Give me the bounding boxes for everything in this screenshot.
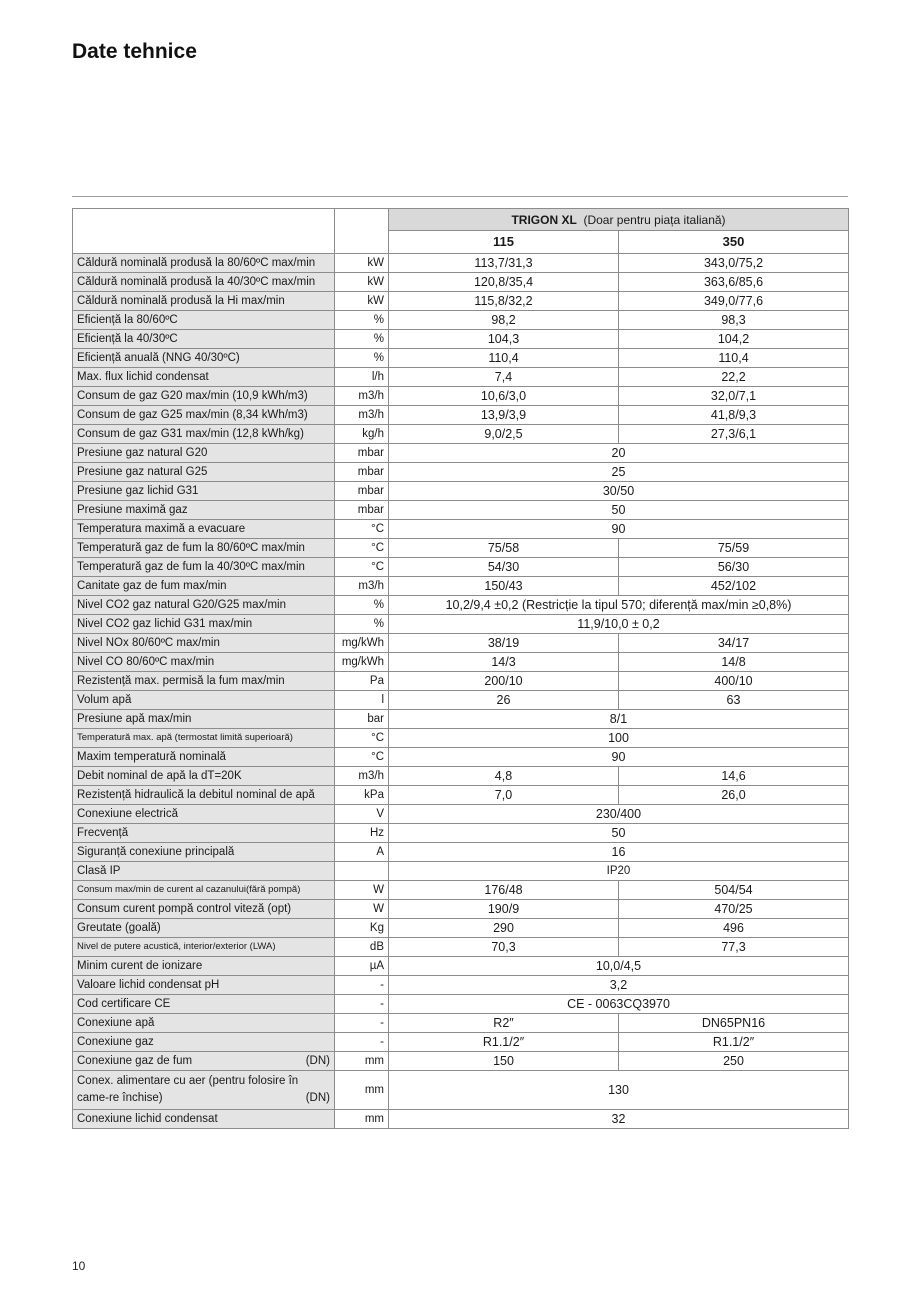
spec-body [73, 254, 849, 1129]
row-label-suffix: (DN) [305, 1055, 330, 1067]
row-unit: mm [335, 1071, 389, 1110]
row-label: Căldură nominală produsă la 80/60ºC max/min [73, 254, 335, 273]
row-value: 9,0/2,5 [389, 425, 619, 444]
row-unit: mbar [335, 501, 389, 520]
row-unit: mbar [335, 444, 389, 463]
table-row [73, 938, 849, 957]
table-row [73, 330, 849, 349]
table-row [73, 273, 849, 292]
row-unit: V [335, 805, 389, 824]
table-row [73, 653, 849, 672]
row-label-wrap [77, 1073, 330, 1107]
table-row [73, 349, 849, 368]
table-row [73, 748, 849, 767]
row-label: Clasă IP [73, 862, 335, 881]
row-value: 250 [619, 1052, 849, 1071]
table-row [73, 862, 849, 881]
row-value: R1.1/2″ [389, 1033, 619, 1052]
table-row [73, 254, 849, 273]
row-value: 77,3 [619, 938, 849, 957]
row-value: 75/58 [389, 539, 619, 558]
row-value: 10,6/3,0 [389, 387, 619, 406]
row-label: Presiune maximă gaz [73, 501, 335, 520]
table-row [73, 1033, 849, 1052]
row-label: Nivel CO2 gaz lichid G31 max/min [73, 615, 335, 634]
row-label: Nivel CO2 gaz natural G20/G25 max/min [73, 596, 335, 615]
row-label: Presiune apă max/min [73, 710, 335, 729]
row-value: 104,3 [389, 330, 619, 349]
row-value: 50 [389, 824, 849, 843]
table-row [73, 425, 849, 444]
table-row [73, 900, 849, 919]
row-value: 25 [389, 463, 849, 482]
row-value: CE - 0063CQ3970 [389, 995, 849, 1014]
technical-data-table [72, 208, 849, 1129]
row-unit: Pa [335, 672, 389, 691]
product-name: TRIGON XL [511, 212, 577, 227]
row-value: 98,3 [619, 311, 849, 330]
row-unit: m3/h [335, 406, 389, 425]
row-unit: °C [335, 520, 389, 539]
row-label [73, 1071, 335, 1110]
row-value: 41,8/9,3 [619, 406, 849, 425]
row-unit: °C [335, 558, 389, 577]
row-value: 113,7/31,3 [389, 254, 619, 273]
row-label: Temperatura maximă a evacuare [73, 520, 335, 539]
row-unit: Kg [335, 919, 389, 938]
table-row [73, 1071, 849, 1110]
row-label-text: Conexiune gaz de fum [77, 1055, 193, 1067]
product-header [389, 209, 849, 231]
row-unit: l [335, 691, 389, 710]
table-row [73, 577, 849, 596]
row-value: 176/48 [389, 881, 619, 900]
row-value: 290 [389, 919, 619, 938]
row-value: R1.1/2″ [619, 1033, 849, 1052]
table-row [73, 824, 849, 843]
header-rule [72, 196, 848, 197]
row-value: 54/30 [389, 558, 619, 577]
page-number: 10 [72, 1259, 86, 1273]
table-row [73, 482, 849, 501]
row-label: Căldură nominală produsă la 40/30ºC max/min [73, 273, 335, 292]
row-unit: % [335, 330, 389, 349]
row-unit [335, 862, 389, 881]
row-value: 16 [389, 843, 849, 862]
table-row [73, 368, 849, 387]
row-unit: - [335, 1033, 389, 1052]
table-row [73, 843, 849, 862]
row-value: 4,8 [389, 767, 619, 786]
row-label-wrap [77, 1054, 330, 1068]
row-unit: °C [335, 748, 389, 767]
row-unit: % [335, 596, 389, 615]
row-unit: m3/h [335, 767, 389, 786]
table-row [73, 691, 849, 710]
row-label: Presiune gaz natural G20 [73, 444, 335, 463]
row-label: Valoare lichid condensat pH [73, 976, 335, 995]
row-label: Consum de gaz G20 max/min (10,9 kWh/m3) [73, 387, 335, 406]
table-row [73, 710, 849, 729]
row-value: 349,0/77,6 [619, 292, 849, 311]
table-row [73, 786, 849, 805]
row-unit: W [335, 900, 389, 919]
row-value: 14/3 [389, 653, 619, 672]
row-unit: °C [335, 539, 389, 558]
row-unit: A [335, 843, 389, 862]
table-row [73, 976, 849, 995]
row-label: Conexiune lichid condensat [73, 1110, 335, 1129]
row-value: 26,0 [619, 786, 849, 805]
row-unit: m3/h [335, 387, 389, 406]
row-value: 98,2 [389, 311, 619, 330]
row-label: Cod certificare CE [73, 995, 335, 1014]
row-unit: % [335, 615, 389, 634]
row-unit: bar [335, 710, 389, 729]
row-label: Eficiență la 40/30ºC [73, 330, 335, 349]
row-value: 110,4 [389, 349, 619, 368]
row-label: Consum de gaz G31 max/min (12,8 kWh/kg) [73, 425, 335, 444]
table-row [73, 387, 849, 406]
row-value: 363,6/85,6 [619, 273, 849, 292]
row-value: 7,0 [389, 786, 619, 805]
row-value: 22,2 [619, 368, 849, 387]
row-label: Maxim temperatură nominală [73, 748, 335, 767]
row-label: Rezistență max. permisă la fum max/min [73, 672, 335, 691]
table-row [73, 596, 849, 615]
row-value: 150 [389, 1052, 619, 1071]
row-unit: kW [335, 254, 389, 273]
row-label: Conexiune apă [73, 1014, 335, 1033]
row-unit: - [335, 1014, 389, 1033]
table-row [73, 1052, 849, 1071]
table-row [73, 520, 849, 539]
row-value: 26 [389, 691, 619, 710]
row-value: 3,2 [389, 976, 849, 995]
row-label: Nivel CO 80/60ºC max/min [73, 653, 335, 672]
row-label: Consum curent pompă control viteză (opt) [73, 900, 335, 919]
table-row [73, 634, 849, 653]
model-350: 350 [619, 231, 849, 254]
table-row [73, 995, 849, 1014]
row-value: 38/19 [389, 634, 619, 653]
row-value: 90 [389, 748, 849, 767]
row-unit: dB [335, 938, 389, 957]
table-row [73, 444, 849, 463]
header-blank-unit [335, 209, 389, 254]
row-unit: kPa [335, 786, 389, 805]
row-value: 200/10 [389, 672, 619, 691]
table-row [73, 558, 849, 577]
row-label: Nivel de putere acustică, interior/exterior (LWA) [73, 938, 335, 957]
table-row [73, 767, 849, 786]
row-label: Presiune gaz lichid G31 [73, 482, 335, 501]
row-value: 343,0/75,2 [619, 254, 849, 273]
table-row [73, 292, 849, 311]
row-label: Minim curent de ionizare [73, 957, 335, 976]
row-unit: W [335, 881, 389, 900]
row-label: Conexiune gaz [73, 1033, 335, 1052]
row-label: Eficiență la 80/60ºC [73, 311, 335, 330]
row-label: Rezistență hidraulică la debitul nominal de apă [73, 786, 335, 805]
row-label: Temperatură gaz de fum la 80/60ºC max/min [73, 539, 335, 558]
row-unit: mg/kWh [335, 634, 389, 653]
row-unit: µA [335, 957, 389, 976]
row-label: Max. flux lichid condensat [73, 368, 335, 387]
product-note: (Doar pentru piața italiană) [583, 212, 726, 227]
row-value: IP20 [389, 862, 849, 881]
table-row [73, 615, 849, 634]
header-blank-label [73, 209, 335, 254]
row-value: 452/102 [619, 577, 849, 596]
row-unit: °C [335, 729, 389, 748]
row-unit: mg/kWh [335, 653, 389, 672]
row-label-text: Conex. alimentare cu aer (pentru folosire în came-re închise) [77, 1075, 299, 1104]
row-value: 11,9/10,0 ± 0,2 [389, 615, 849, 634]
row-value: 63 [619, 691, 849, 710]
table-row [73, 805, 849, 824]
row-label: Consum de gaz G25 max/min (8,34 kWh/m3) [73, 406, 335, 425]
row-value: 7,4 [389, 368, 619, 387]
row-value: 230/400 [389, 805, 849, 824]
row-label: Conexiune electrică [73, 805, 335, 824]
row-value: 400/10 [619, 672, 849, 691]
row-value: 115,8/32,2 [389, 292, 619, 311]
row-label: Greutate (goală) [73, 919, 335, 938]
row-value: 27,3/6,1 [619, 425, 849, 444]
model-115: 115 [389, 231, 619, 254]
row-label [73, 1052, 335, 1071]
row-value: 56/30 [619, 558, 849, 577]
row-value: 504/54 [619, 881, 849, 900]
row-unit: kW [335, 273, 389, 292]
row-unit: - [335, 995, 389, 1014]
row-unit: kW [335, 292, 389, 311]
row-value: 190/9 [389, 900, 619, 919]
page-title: Date tehnice [72, 40, 197, 63]
row-value: 70,3 [389, 938, 619, 957]
table-row [73, 463, 849, 482]
row-value: 14,6 [619, 767, 849, 786]
row-label: Eficiență anuală (NNG 40/30ºC) [73, 349, 335, 368]
row-label: Temperatură gaz de fum la 40/30ºC max/min [73, 558, 335, 577]
row-unit: mm [335, 1052, 389, 1071]
row-value: 32,0/7,1 [619, 387, 849, 406]
row-unit: mbar [335, 463, 389, 482]
row-label: Canitate gaz de fum max/min [73, 577, 335, 596]
row-unit: mm [335, 1110, 389, 1129]
table-row [73, 919, 849, 938]
row-label: Nivel NOx 80/60ºC max/min [73, 634, 335, 653]
row-value: 110,4 [619, 349, 849, 368]
row-label: Frecvență [73, 824, 335, 843]
row-value: 50 [389, 501, 849, 520]
row-value: 120,8/35,4 [389, 273, 619, 292]
row-value: 104,2 [619, 330, 849, 349]
row-value: 13,9/3,9 [389, 406, 619, 425]
row-value: 150/43 [389, 577, 619, 596]
row-label: Temperatură max. apă (termostat limită superioară) [73, 729, 335, 748]
row-value: 10,2/9,4 ±0,2 (Restricție la tipul 570; diferență max/min ≥0,8%) [389, 596, 849, 615]
row-value: 8/1 [389, 710, 849, 729]
table-row [73, 672, 849, 691]
row-value: DN65PN16 [619, 1014, 849, 1033]
row-value: 10,0/4,5 [389, 957, 849, 976]
row-unit: l/h [335, 368, 389, 387]
row-unit: Hz [335, 824, 389, 843]
table-row [73, 539, 849, 558]
row-unit: kg/h [335, 425, 389, 444]
row-label: Siguranță conexiune principală [73, 843, 335, 862]
table-row [73, 957, 849, 976]
row-value: 90 [389, 520, 849, 539]
row-value: 100 [389, 729, 849, 748]
row-value: 30/50 [389, 482, 849, 501]
row-value: 130 [389, 1071, 849, 1110]
row-value: R2″ [389, 1014, 619, 1033]
table-row [73, 501, 849, 520]
row-label: Căldură nominală produsă la Hi max/min [73, 292, 335, 311]
row-value: 34/17 [619, 634, 849, 653]
row-label: Consum max/min de curent al cazanului(fără pompă) [73, 881, 335, 900]
row-label: Volum apă [73, 691, 335, 710]
row-label: Presiune gaz natural G25 [73, 463, 335, 482]
table-row [73, 1110, 849, 1129]
row-unit: - [335, 976, 389, 995]
row-value: 75/59 [619, 539, 849, 558]
row-value: 496 [619, 919, 849, 938]
table-row [73, 406, 849, 425]
table-row [73, 729, 849, 748]
row-value: 470/25 [619, 900, 849, 919]
table-row [73, 1014, 849, 1033]
row-unit: % [335, 349, 389, 368]
row-label-suffix: (DN) [305, 1092, 330, 1104]
row-value: 32 [389, 1110, 849, 1129]
row-value: 20 [389, 444, 849, 463]
table-row [73, 881, 849, 900]
row-label: Debit nominal de apă la dT=20K [73, 767, 335, 786]
row-unit: m3/h [335, 577, 389, 596]
row-unit: mbar [335, 482, 389, 501]
table-row [73, 311, 849, 330]
row-unit: % [335, 311, 389, 330]
row-value: 14/8 [619, 653, 849, 672]
